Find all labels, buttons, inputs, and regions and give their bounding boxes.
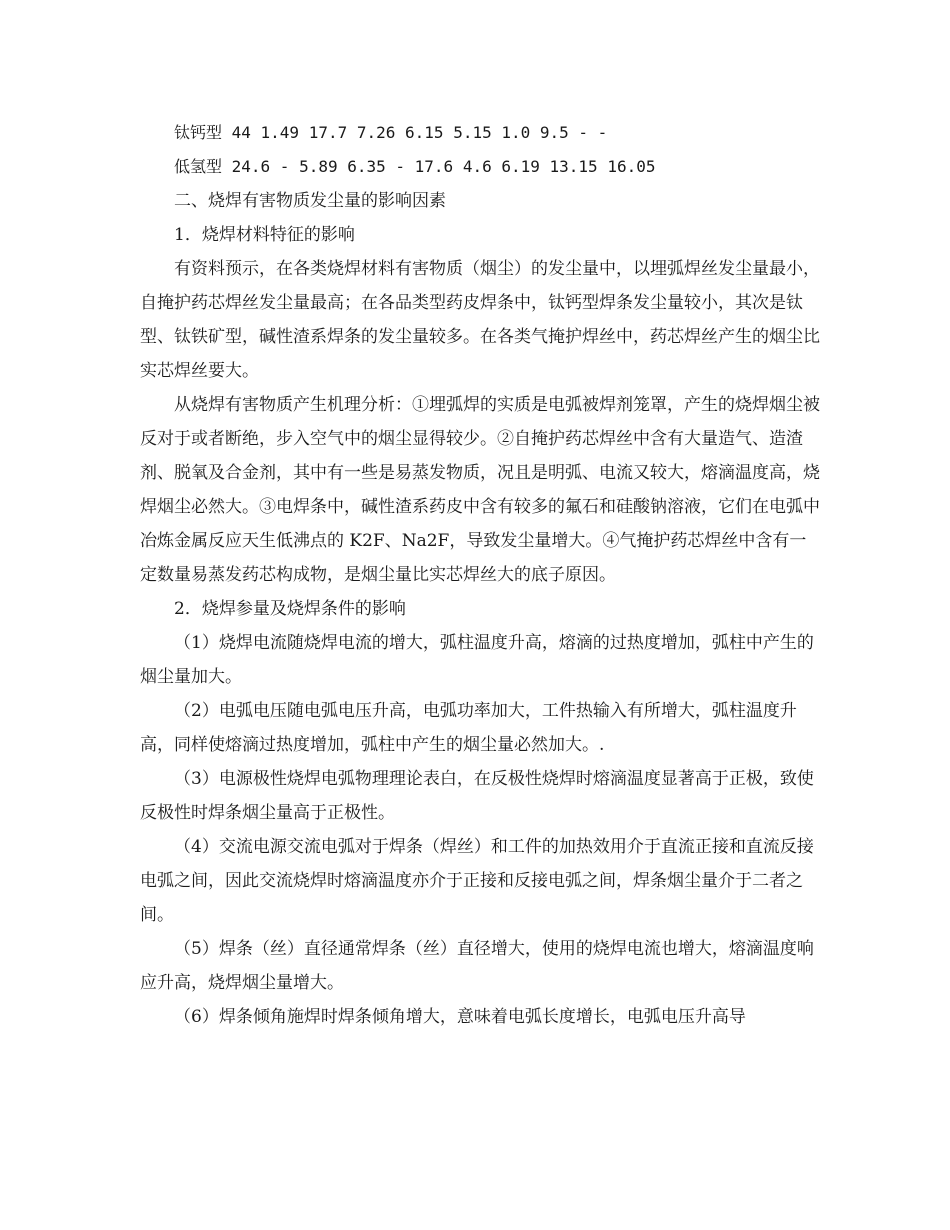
subsection-heading-1: 1．烧焊材料特征的影响	[174, 225, 355, 245]
table-row-titanium-calcium: 钛钙型 44 1.49 17.7 7.26 6.15 5.15 1.0 9.5 - -	[174, 123, 608, 142]
list-item-5: （5）焊条（丝）直径通常焊条（丝）直径增大，使用的烧焊电流也增大，熔滴温度响应升高，烧焊烟尘量增大。	[140, 939, 814, 993]
subsection-heading-2: 2．烧焊参量及烧焊条件的影响	[174, 599, 406, 619]
list-item-2: （2）电弧电压随电弧电压升高，电弧功率加大，工件热输入有所增大，弧柱温度升高，同样使熔滴过热度增加，弧柱中产生的烟尘量必然加大。.	[140, 701, 797, 755]
list-item-4: （4）交流电源交流电弧对于焊条（焊丝）和工件的加热效用介于直流正接和直流反接电弧之间，因此交流烧焊时熔滴温度亦介于正接和反接电弧之间，焊条烟尘量介于二者之间。	[140, 837, 814, 925]
section-heading: 二、烧焊有害物质发尘量的影响因素	[174, 191, 446, 211]
table-row-low-hydrogen: 低氢型 24.6 - 5.89 6.35 - 17.6 4.6 6.19 13.15 16.05	[174, 157, 656, 176]
list-item-6: （6）焊条倾角施焊时焊条倾角增大，意味着电弧长度增长，电弧电压升高导	[174, 1007, 746, 1027]
list-item-1: （1）烧焊电流随烧焊电流的增大，弧柱温度升高，熔滴的过热度增加，弧柱中产生的烟尘量加大。	[140, 633, 814, 687]
paragraph-1: 有资料预示，在各类烧焊材料有害物质（烟尘）的发尘量中，以埋弧焊丝发尘量最小，自掩护药芯焊丝发尘量最高；在各品类型药皮焊条中，钛钙型焊条发尘量较小，其次是钛型、钛铁矿型，碱性渣系焊条的发尘量较多。在各类气掩护焊丝中，药芯焊丝产生的烟尘比实芯焊丝要大。	[140, 259, 820, 381]
paragraph-2: 从烧焊有害物质产生机理分析：①埋弧焊的实质是电弧被焊剂笼罩，产生的烧焊烟尘被反对于或者断绝，步入空气中的烟尘显得较少。②自掩护药芯焊丝中含有大量造气、造渣剂、脱氧及合金剂，其中有一些是易蒸发物质，况且是明弧、电流又较大，熔滴温度高，烧焊烟尘必然大。③电焊条中，碱性渣系药皮中含有较多的氟石和硅酸钠溶液，它们在电弧中冶炼金属反应天生低沸点的 K2F、Na2F，导致发尘量增大。④气掩护药芯焊丝中含有一定数量易蒸发药芯构成物，是烟尘量比实芯焊丝大的底子原因。	[140, 395, 820, 585]
document-body	[140, 116, 820, 1034]
list-item-3: （3）电源极性烧焊电弧物理理论表白，在反极性烧焊时熔滴温度显著高于正极，致使反极性时焊条烟尘量高于正极性。	[140, 769, 814, 823]
